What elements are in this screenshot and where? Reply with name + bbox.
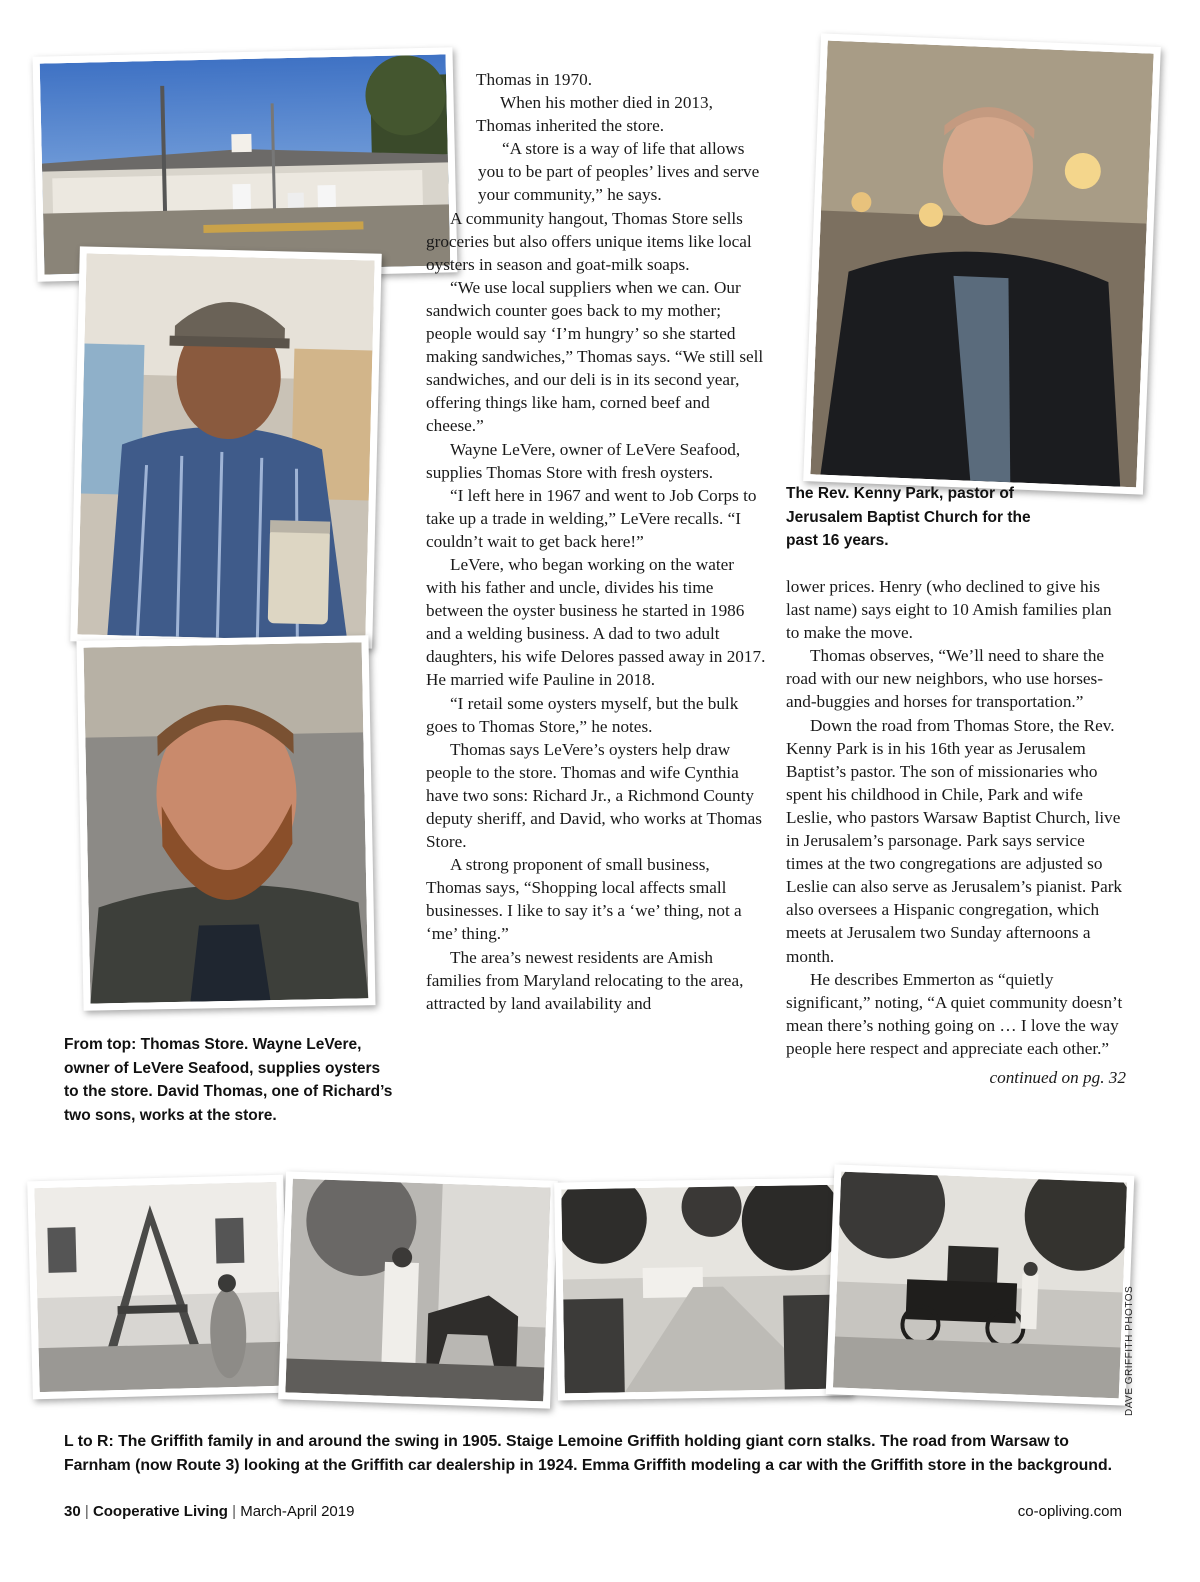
issue-date: March-April 2019 — [240, 1503, 355, 1520]
historic-photos-caption: L to R: The Griffith family in and around the swing in 1905. Staige Lemoine Griffith holding giant corn stalks. The road from Warsaw to Farnham (now Route 3) looking at the Griffith car dealership in 1924. Emma Griffith modeling a car with the Griffith store in the background. — [64, 1433, 1112, 1474]
paragraph: When his mother died in 2013, Thomas inherited the store. — [476, 93, 713, 136]
warsaw-farnham-road-photo — [554, 1177, 852, 1400]
paragraph: The area’s newest residents are Amish families from Maryland relocating to the area, attracted by land availability and — [426, 947, 744, 1013]
paragraph: A community hangout, Thomas Store sells groceries but also offers unique items like local oysters in season and goat-milk soaps. — [426, 208, 752, 274]
david-thomas-portrait — [76, 635, 375, 1011]
wayne-levere-portrait — [70, 246, 382, 648]
footer-divider: | — [232, 1503, 241, 1520]
paragraph: “A store is a way of life that allows you to be part of peoples’ lives and serve your community,” he says. — [478, 139, 760, 205]
paragraph: lower prices. Henry (who declined to give his last name) says eight to 10 Amish families plan to make the move. — [786, 577, 1112, 643]
corn-stalks-photo — [278, 1171, 558, 1408]
griffith-family-swing-photo — [27, 1175, 289, 1400]
paragraph: Thomas observes, “We’ll need to share the road with our new neighbors, who use horses-and-buggies and horses for transportation.” — [786, 646, 1105, 712]
paragraph: A strong proponent of small business, Thomas says, “Shopping local affects small businesses. I like to say it’s a ‘we’ thing, not a ‘me’ thing.” — [426, 855, 742, 944]
continued-note: continued on pg. 32 — [989, 1067, 1126, 1087]
paragraph: He describes Emmerton as “quietly significant,” noting, “A quiet community doesn’t mean there’s nothing going on … I love the way people here respect and appreciate each other.” — [786, 969, 1123, 1058]
magazine-name: Cooperative Living — [92, 1503, 228, 1520]
paragraph: LeVere, who began working on the water with his father and uncle, divides his time between the oyster business he started in 1986 and a welding business. A dad to two adult daughters, his wife Delores passed away in 2017. He married wife Pauline in 2018. — [426, 554, 766, 690]
photo-credit: DAVE GRIFFITH PHOTOS — [1124, 1285, 1135, 1416]
paragraph: “I left here in 1967 and went to Job Corps to take up a trade in welding,” LeVere recalls. “I couldn’t wait to get back here!” — [426, 485, 757, 551]
paragraph: Thomas says LeVere’s oysters help draw people to the store. Thomas and wife Cynthia have two sons: Richard Jr., a Richmond County deputy sheriff, and David, who works at Thomas Store. — [426, 739, 762, 852]
page-footer — [64, 1503, 354, 1520]
website-link[interactable]: co-opliving.com — [1017, 1503, 1122, 1520]
rev-kenny-park-portrait — [803, 33, 1161, 494]
page-number: 30 — [64, 1503, 81, 1520]
pastor-photo-caption: The Rev. Kenny Park, pastor of Jerusalem Baptist Church for the past 16 years. — [786, 485, 1031, 550]
left-photos-caption: From top: Thomas Store. Wayne LeVere, owner of LeVere Seafood, supplies oysters to the store. David Thomas, one of Richard’s two sons, works at the store. — [64, 1036, 393, 1124]
article-right-column — [786, 575, 1126, 1089]
paragraph: “We use local suppliers when we can. Our sandwich counter goes back to my mother; people would say ‘I’m hungry’ so she started making sandwiches,” Thomas says. “We still sell sandwiches, and our deli is in its second year, offering things like ham, corned beef and cheese.” — [426, 277, 764, 436]
paragraph: Thomas in 1970. — [476, 70, 593, 89]
footer-divider: | — [84, 1503, 93, 1520]
emma-griffith-car-photo — [826, 1164, 1135, 1405]
paragraph: Down the road from Thomas Store, the Rev. Kenny Park is in his 16th year as Jerusalem Baptist’s pastor. The son of missionaries who spent his childhood in Chile, Park and wife Leslie, who pastors Warsaw Baptist Church, live in Jerusalem’s parsonage. Park says service times at the two congregations are adjusted so Leslie can also serve as Jerusalem’s pianist. Park also oversees a Hispanic congregation, which meets at Jerusalem two Sunday afternoons a month. — [786, 715, 1123, 966]
article-middle-column — [426, 68, 766, 1015]
paragraph: Wayne LeVere, owner of LeVere Seafood, supplies Thomas Store with fresh oysters. — [426, 439, 741, 482]
paragraph: “I retail some oysters myself, but the bulk goes to Thomas Store,” he notes. — [426, 693, 739, 736]
